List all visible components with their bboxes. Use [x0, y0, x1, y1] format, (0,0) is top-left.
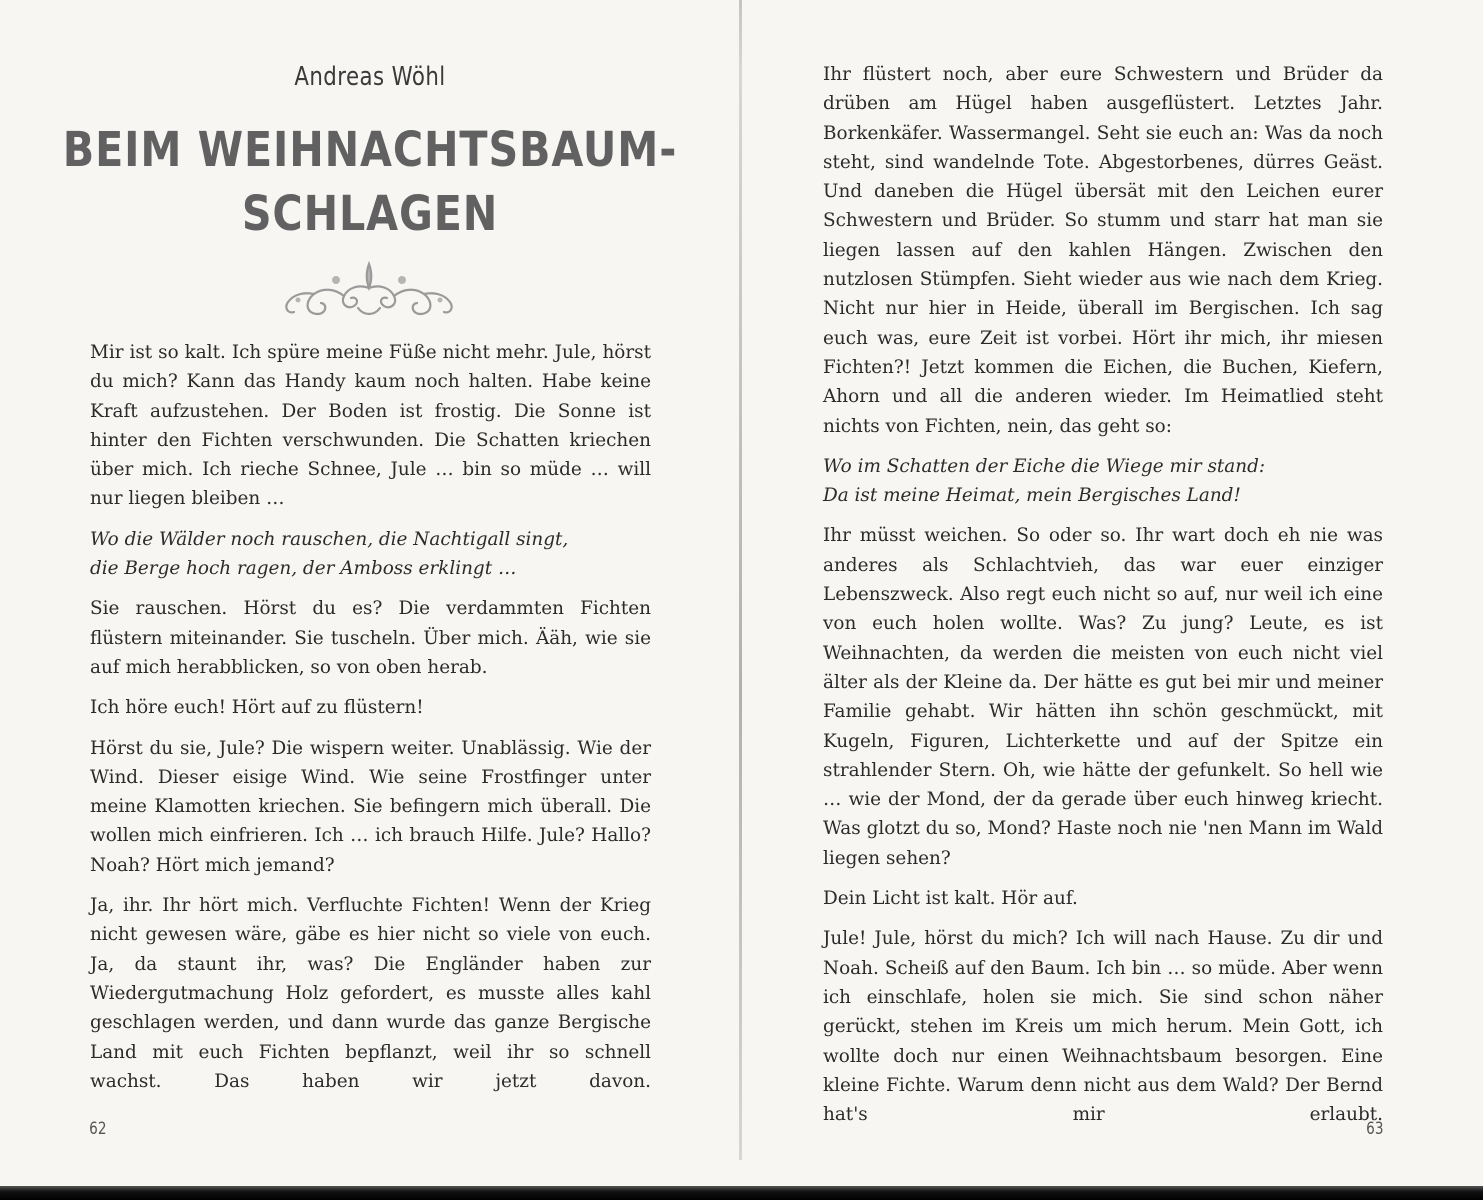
paragraph: Dein Licht ist kalt. Hör auf. — [823, 888, 1078, 910]
chapter-title — [52, 118, 688, 246]
verse-line: Wo im Schatten der Eiche die Wiege mir stand: — [823, 455, 1266, 477]
flourish-ornament-icon — [278, 258, 460, 324]
verse-line: Da ist meine Heimat, mein Bergisches Land! — [823, 485, 1241, 507]
paragraph: Ihr müsst weichen. So oder so. Ihr wart doch eh nie was anderes als Schlachtvieh, das war euer einziger Lebenszweck. Also regt euch nicht so auf, nur weil ich eine von euch holen wollte. Was? Zu jung? Leute, es ist Weihnachten, da werden die meisten von euch nicht viel älter als der Kleine da. Der hätte es gut bei mir und meiner Familie gehabt. Wir hätten ihn schön geschmückt, mit Kugeln, Figuren, Lichterkette und auf der Spitze ein strahlender Stern. Oh, wie hätte der gefunkelt. So hell wie … wie der Mond, der da gerade über euch hinweg kriecht. Was glotzt du so, Mond? Haste noch nie 'nen Mann im Wald liegen sehen? — [823, 525, 1383, 869]
verse — [823, 452, 1383, 511]
paragraph: Jule! Jule, hörst du mich? Ich will nach Hause. Zu dir und Noah. Scheiß auf den Baum. Ich bin … so müde. Aber wenn ich einschlafe, holen sie mich. Sie sind schon näher gerückt, stehen im Kreis um mich herum. Mein Gott, ich wollte doch nur einen Weihnachtsbaum besorgen. Eine kleine Fichte. Warum denn nicht aus dem Wald? Der Bernd hat's mir erlaubt. — [823, 928, 1383, 1126]
right-page — [742, 0, 1483, 1160]
chapter-title-line-2: SCHLAGEN — [241, 186, 499, 242]
left-body-text — [90, 338, 651, 1107]
paragraph: Ihr flüstert noch, aber eure Schwestern und Brüder da drüben am Hügel haben ausgeflüstert. Letztes Jahr. Borkenkäfer. Wassermangel. Seht sie euch an: Was da noch steht, sind wandelnde Tote. Abgestorbenes, dürres Geäst. Und daneben die Hügel übersät mit den Leichen eurer Schwestern und Brüder. So stumm und starr hat man sie liegen lassen auf den kahlen Hängen. Zwischen den nutzlosen Stümpfen. Sieht wieder aus wie nach dem Krieg. Nicht nur hier in Heide, überall im Bergischen. Ich sag euch was, eure Zeit ist vorbei. Hört ihr mich, ihr miesen Fichten?! Jetzt kommen die Eichen, die Buchen, Kiefern, Ahorn und all die anderen wieder. Im Heimatlied steht nichts von Fichten, nein, das geht so: — [823, 64, 1383, 437]
left-page — [0, 0, 740, 1160]
paragraph: Sie rauschen. Hörst du es? Die verdammten Fichten flüstern miteinander. Sie tuscheln. Über mich. Ääh, wie sie auf mich herabblicken, so von oben herab. — [90, 598, 651, 678]
paragraph: Ja, ihr. Ihr hört mich. Verfluchte Fichten! Wenn der Krieg nicht gewesen wäre, gäbe es hier nicht so viele von euch. Ja, da staunt ihr, was? Die Engländer haben zur Wiedergutmachung Holz gefordert, es musste alles kahl geschlagen werden, und dann wurde das ganze Bergische Land mit euch Fichten bepflanzt, weil ihr so schnell wachst. Das haben wir jetzt davon. — [90, 895, 651, 1092]
paragraph: Mir ist so kalt. Ich spüre meine Füße nicht mehr. Jule, hörst du mich? Kann das Handy kaum noch halten. Habe keine Kraft aufzustehen. Der Boden ist frostig. Die Sonne ist hinter den Fichten verschwunden. Die Schatten kriechen über mich. Ich rieche Schnee, Jule … bin so müde … will nur liegen bleiben … — [90, 342, 651, 510]
right-body-text — [823, 60, 1383, 1140]
page-number: 62 — [89, 1119, 107, 1139]
verse — [90, 525, 651, 584]
paragraph: Ich höre euch! Hört auf zu flüstern! — [90, 697, 424, 719]
author-name: Andreas Wöhl — [294, 62, 446, 92]
paragraph: Hörst du sie, Jule? Die wispern weiter. Unablässig. Wie der Wind. Dieser eisige Wind. Wie seine Frostfinger unter meine Klamotten kriechen. Sie befingern mich überall. Die wollen mich einfrieren. Ich … ich brauch Hilfe. Jule? Hallo? Noah? Hört mich jemand? — [90, 737, 651, 876]
page-number: 63 — [1366, 1119, 1384, 1139]
scan-bottom-edge — [0, 1186, 1483, 1200]
verse-line: die Berge hoch ragen, der Amboss erklingt … — [90, 558, 517, 580]
chapter-title-line-1: BEIM WEIHNACHTSBAUM- — [62, 122, 678, 178]
verse-line: Wo die Wälder noch rauschen, die Nachtigall singt, — [90, 528, 569, 550]
